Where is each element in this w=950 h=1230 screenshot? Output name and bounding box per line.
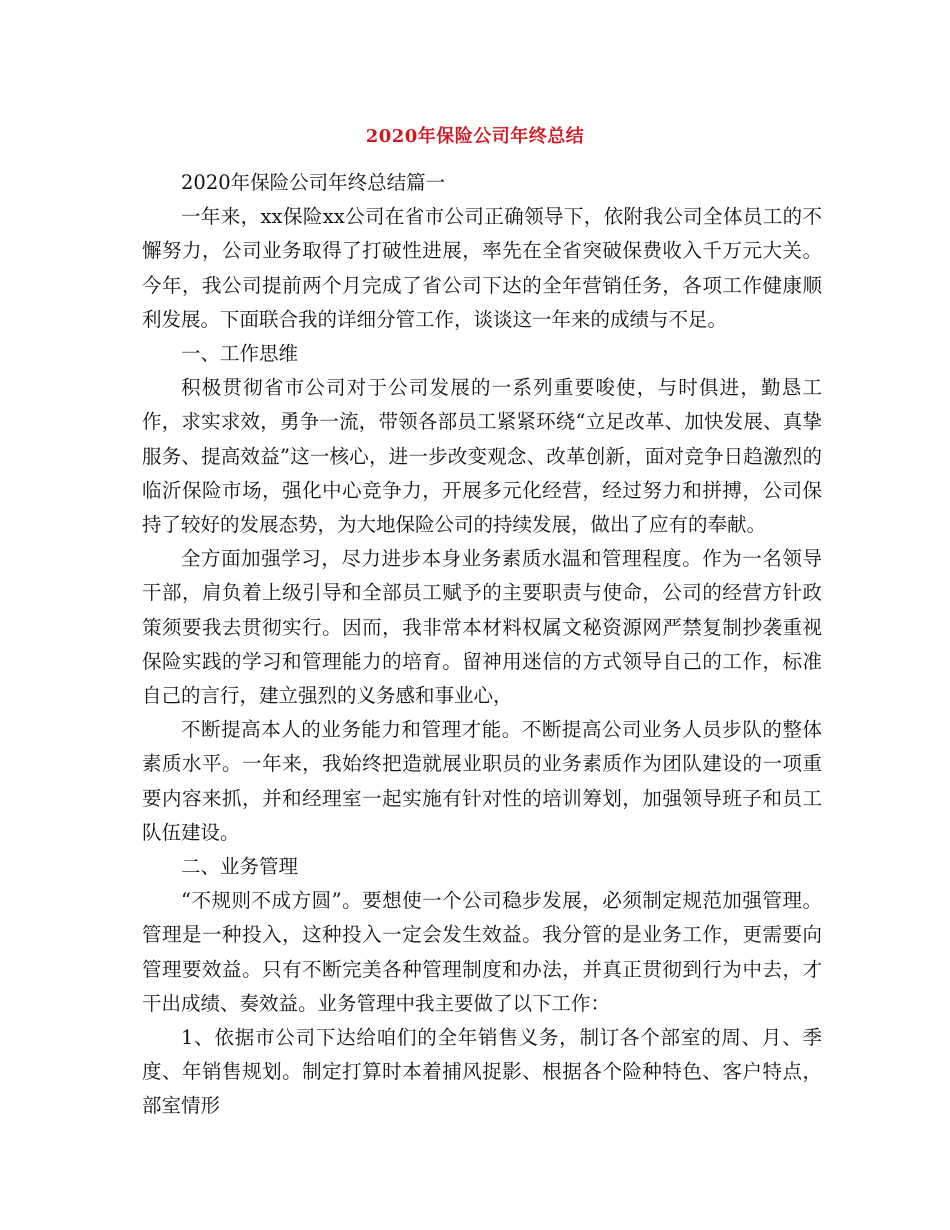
paragraph: 一年来，xx保险xx公司在省市公司正确领导下，依附我公司全体员工的不懈努力，公司业务取得了打破性进展，率先在全省突破保费收入千万元大关。今年，我公司提前两个月完成了省公司下达的全年营销任务，各项工作健康顺利发展。下面联合我的详细分管工作，谈谈这一年来的成绩与不足。 [142, 205, 822, 331]
section-subtitle: 2020年保险公司年终总结篇一 [181, 171, 446, 194]
paragraph: 不断提高本人的业务能力和管理才能。不断提高公司业务人员步队的整体素质水平。一年来，我始终把造就展业职员的业务素质作为团队建设的一项重要内容来抓，并和经理室一起实施有针对性的培训筹划，加强领导班子和员工队伍建设。 [142, 718, 822, 844]
section-heading: 一、工作思维 [181, 342, 299, 366]
paragraph: 全方面加强学习，尽力进步本身业务素质水温和管理程度。作为一名领导干部，肩负着上级引导和全部员工赋予的主要职责与使命，公司的经营方针政策须要我去贯彻实行。因而，我非常本材料权属文秘资源网严禁复制抄袭重视保险实践的学习和管理能力的培育。留神用迷信的方式领导自己的工作，标准自己的言行，建立强烈的义务感和事业心， [142, 547, 822, 708]
document-title: 2020年保险公司年终总结 [365, 126, 585, 147]
paragraph: “不规则不成方圆”。要想使一个公司稳步发展，必须制定规范加强管理。管理是一种投入，这种投入一定会发生效益。我分管的是业务工作，更需要向管理要效益。只有不断完美各种管理制度和办法，并真正贯彻到行为中去，才干出成绩、奏效益。业务管理中我主要做了以下工作： [142, 889, 822, 1015]
document-body [142, 166, 822, 1124]
paragraph: 积极贯彻省市公司对于公司发展的一系列重要唆使，与时俱进，勤恳工作，求实求效，勇争一流，带领各部员工紧紧环绕“立足改革、加快发展、真挚服务、提高效益”这一核心，进一步改变观念、改革创新，面对竞争日趋激烈的临沂保险市场，强化中心竞争力，开展多元化经营，经过努力和拼搏，公司保持了较好的发展态势，为大地保险公司的持续发展，做出了应有的奉献。 [142, 376, 822, 537]
paragraph: 1、依据市公司下达给咱们的全年销售义务，制订各个部室的周、月、季度、年销售规划。制定打算时本着捕风捉影、根据各个险种特色、客户特点，部室情形 [142, 1026, 822, 1118]
section-heading: 二、业务管理 [181, 855, 299, 879]
